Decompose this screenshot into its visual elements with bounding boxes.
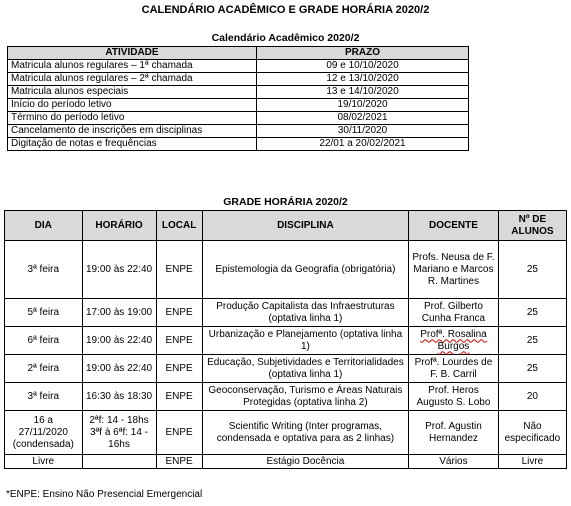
page-title: CALENDÁRIO ACADÊMICO E GRADE HORÁRIA 2020/2 (141, 4, 430, 16)
atividade-cell: Término do período letivo (8, 112, 257, 125)
prazo-cell: 12 e 13/10/2020 (256, 73, 468, 86)
header-prazo: PRAZO (256, 47, 468, 60)
local-cell: ENPE (156, 455, 202, 469)
docente-cell: Profs. Neusa de F. Mariano e Marcos R. Martines (409, 241, 499, 299)
header-alunos: Nº DE ALUNOS (498, 211, 566, 241)
prazo-cell: 08/02/2021 (256, 112, 468, 125)
table-row (8, 73, 469, 86)
calendar-table (7, 46, 469, 151)
alunos-cell: Livre (498, 455, 566, 469)
prazo-cell: 30/11/2020 (256, 125, 468, 138)
atividade-cell: Matricula alunos regulares – 2ª chamada (8, 73, 257, 86)
local-cell: ENPE (156, 411, 202, 455)
prazo-cell: 19/10/2020 (256, 99, 468, 112)
local-cell: ENPE (156, 241, 202, 299)
table-row (5, 241, 567, 299)
header-horario: HORÁRIO (82, 211, 156, 241)
horario-cell: 19:00 às 22:40 (82, 327, 156, 355)
dia-cell: 3ª feira (5, 241, 83, 299)
dia-cell: 2ª feira (5, 355, 83, 383)
table-row (5, 455, 567, 469)
docente-cell: Vários (409, 455, 499, 469)
header-docente: DOCENTE (409, 211, 499, 241)
disciplina-cell: Estágio Docência (202, 455, 408, 469)
dia-cell: 16 a 27/11/2020 (condensada) (5, 411, 83, 455)
alunos-cell: 25 (498, 241, 566, 299)
prazo-cell: 09 e 10/10/2020 (256, 60, 468, 73)
docente-title: Profª. Rosalina Burgos (420, 328, 487, 352)
table-row (8, 86, 469, 99)
calendar-header-row (8, 47, 469, 60)
local-cell: ENPE (156, 355, 202, 383)
horario-cell: 17:00 às 19:00 (82, 299, 156, 327)
dia-cell: Livre (5, 455, 83, 469)
footnote: *ENPE: Ensino Não Presencial Emergencial (6, 489, 203, 500)
atividade-cell: Matricula alunos especiais (8, 86, 257, 99)
horario-cell: 19:00 às 22:40 (82, 241, 156, 299)
header-atividade: ATIVIDADE (8, 47, 257, 60)
disciplina-cell: Urbanização e Planejamento (optativa linha 1) (202, 327, 408, 355)
atividade-cell: Matricula alunos regulares – 1ª chamada (8, 60, 257, 73)
table-row (8, 99, 469, 112)
table-row (5, 383, 567, 411)
atividade-cell: Cancelamento de inscrições em disciplinas (8, 125, 257, 138)
alunos-cell: Não especificado (498, 411, 566, 455)
docente-cell: Profª. Lourdes de F. B. Carril (409, 355, 499, 383)
local-cell: ENPE (156, 327, 202, 355)
horario-cell (82, 455, 156, 469)
table-row (5, 411, 567, 455)
alunos-cell: 20 (498, 383, 566, 411)
disciplina-cell: Educação, Subjetividades e Territorialidades (optativa linha 1) (202, 355, 408, 383)
grade-header-row (5, 211, 567, 241)
dia-cell: 3ª feira (5, 383, 83, 411)
docente-cell (409, 327, 499, 355)
disciplina-cell: Geoconservação, Turismo e Áreas Naturais Protegidas (optativa linha 2) (202, 383, 408, 411)
header-dia: DIA (5, 211, 83, 241)
table-row (8, 125, 469, 138)
disciplina-cell: Scientific Writing (Inter programas, condensada e optativa para as 2 linhas) (202, 411, 408, 455)
horario-cell: 2ªf: 14 - 18hs 3ªf à 6ªf: 14 - 16hs (82, 411, 156, 455)
alunos-cell: 25 (498, 327, 566, 355)
horario-cell: 16:30 às 18:30 (82, 383, 156, 411)
table-row (5, 355, 567, 383)
dia-cell: 6ª feira (5, 327, 83, 355)
grade-table (4, 210, 567, 469)
dia-cell: 5ª feira (5, 299, 83, 327)
table-row (8, 60, 469, 73)
table-row (8, 138, 469, 151)
alunos-cell: 25 (498, 299, 566, 327)
prazo-cell: 22/01 a 20/02/2021 (256, 138, 468, 151)
disciplina-cell: Epistemologia da Geografia (obrigatória) (202, 241, 408, 299)
local-cell: ENPE (156, 383, 202, 411)
docente-cell: Prof. Heros Augusto S. Lobo (409, 383, 499, 411)
local-cell: ENPE (156, 299, 202, 327)
table-row (5, 299, 567, 327)
alunos-cell: 25 (498, 355, 566, 383)
table-row (8, 112, 469, 125)
header-local: LOCAL (156, 211, 202, 241)
horario-cell: 19:00 às 22:40 (82, 355, 156, 383)
prazo-cell: 13 e 14/10/2020 (256, 86, 468, 99)
grade-title: GRADE HORÁRIA 2020/2 (223, 196, 348, 208)
atividade-cell: Digitação de notas e frequências (8, 138, 257, 151)
docente-cell: Prof. Gilberto Cunha Franca (409, 299, 499, 327)
atividade-cell: Início do período letivo (8, 99, 257, 112)
calendar-title: Calendário Acadêmico 2020/2 (211, 32, 360, 44)
header-disciplina: DISCIPLINA (202, 211, 408, 241)
table-row (5, 327, 567, 355)
docente-cell: Prof. Agustin Hernandez (409, 411, 499, 455)
disciplina-cell: Produção Capitalista das Infraestruturas (optativa linha 1) (202, 299, 408, 327)
